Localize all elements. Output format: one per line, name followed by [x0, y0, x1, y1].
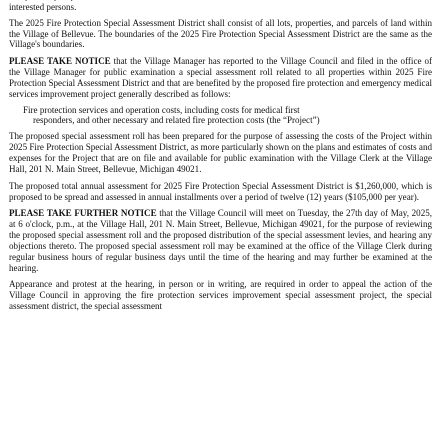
notice-body: that the Village Manager has reported to the Village Council and filed in the office of the Village Manager for public examination a special assessment roll related to all properties within 2025 Fire Protection Special Assessment District and that are benefited by the proposed fire protection and emergency medical services improvement project generally described as follows: [9, 56, 432, 99]
notice-paragraph [9, 56, 432, 99]
project-description-line-1: Fire protection services and operation costs, including costs for medical first [23, 104, 300, 115]
notice-lead: PLEASE TAKE NOTICE [9, 56, 111, 67]
intro-paragraph-tail [9, 0, 432, 13]
hearing-notice-body: that the Village Council will meet on Tuesday, the 27th day of May, 2025, at 6 o'clock, p.m., at the Village Hall, 201 N. Main Street, Bellevue, Michigan 49021, for the purpose of reviewing the proposed special assessment roll and the proposed distribution of the special assessment levies, and hearing any objections thereto. The proposed special assessment roll may be examined at the office of the Village Clerk during regular business hours of regular business days until the time of the hearing and may further be examined at the hearing. [9, 208, 432, 273]
intro-tail: interested persons. [9, 1, 77, 12]
hearing-notice-paragraph [9, 208, 432, 273]
hearing-notice-lead: PLEASE TAKE FURTHER NOTICE [9, 208, 157, 219]
appeal-paragraph: Appearance and protest at the hearing, in person or in writing, are required in order to appeal the action of the Village Council in approving the fire protection services improvement special assessment project, the special assessment district, the special assessment [9, 279, 432, 312]
project-description [23, 105, 418, 127]
assessment-amount-paragraph: The proposed total annual assessment for 2025 Fire Protection Special Assessment District is $1,260,000, which is proposed to be spread and assessed in annual installments over a period of twelve (12) years ($105,000 per year). [9, 180, 432, 202]
project-description-line-2: responders, and other necessary and related fire protection costs (the “Project”) [33, 115, 320, 126]
district-paragraph: The 2025 Fire Protection Special Assessment District shall consist of all lots, properties, and parcels of land within the Village of Bellevue. The boundaries of the 2025 Fire Protection Special Assessment District are the same as the Village's boundaries. [9, 17, 432, 50]
roll-purpose-paragraph: The proposed special assessment roll has been prepared for the purpose of assessing the costs of the Project within 2025 Fire Protection Special Assessment District, as more particularly shown on the plans and estimates of costs and expenses for the Project that are on file and available for public examination with the Village Clerk at the Village Hall, 201 N. Main Street, Bellevue, Michigan 49021. [9, 131, 432, 174]
